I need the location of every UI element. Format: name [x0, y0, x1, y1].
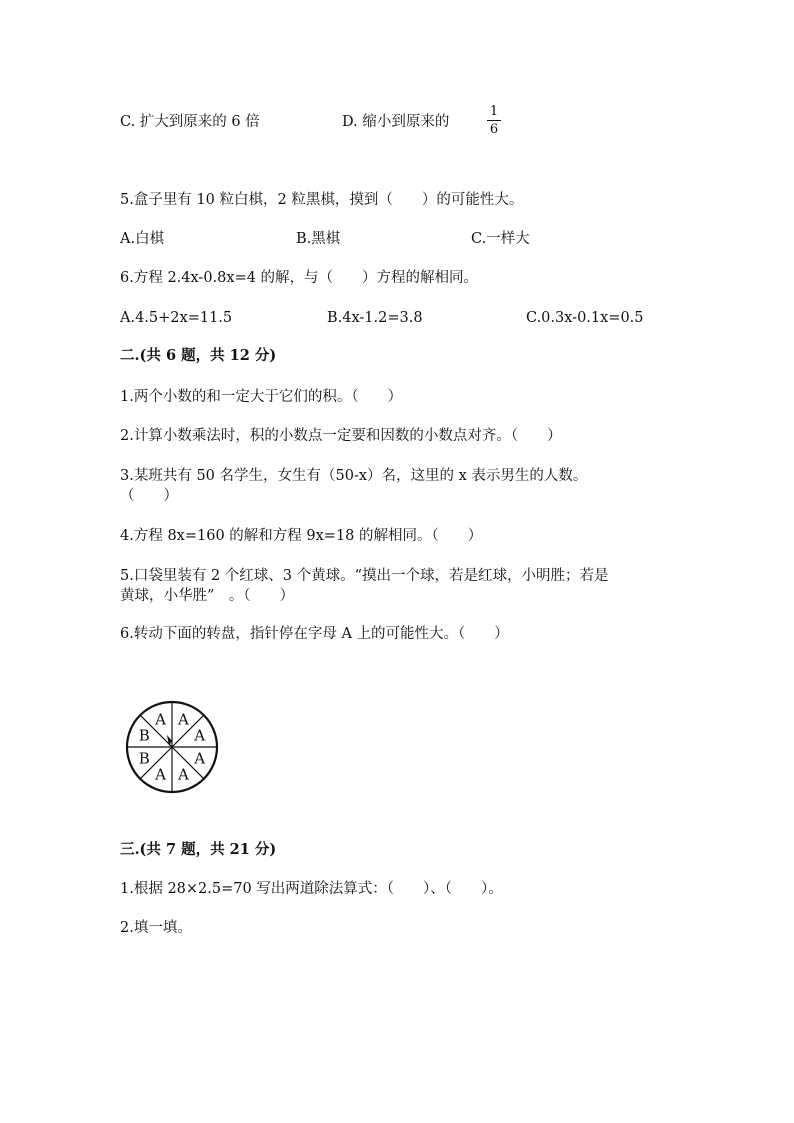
s2-item-2: 2.计算小数乘法时，积的小数点一定要和因数的小数点对齐。（ ）: [120, 428, 562, 444]
q4-option-d: D. 缩小到原来的: [342, 114, 450, 130]
q5-option-b: B.黑棋: [296, 231, 341, 247]
s2-item-3-blank: （ ）: [120, 488, 178, 504]
spinner-figure: [120, 700, 224, 796]
q6-option-a: A.4.5+2x=11.5: [120, 310, 233, 326]
q6-stem: 6.方程 2.4x-0.8x=4 的解，与（ ）方程的解相同。: [120, 270, 479, 286]
q5-option-c: C.一样大: [471, 231, 530, 247]
spinner-sector-label: A: [194, 749, 206, 768]
s2-item-5-cont: 黄球，小华胜” 。（ ）: [120, 588, 295, 604]
fraction-numerator: 1: [489, 104, 499, 119]
s2-item-6: 6.转动下面的转盘，指针停在字母 A 上的可能性大。（ ）: [120, 626, 509, 642]
q4-option-c: C. 扩大到原来的 6 倍: [120, 114, 260, 130]
s2-item-3: 3.某班共有 50 名学生，女生有（50-x）名，这里的 x 表示男生的人数。: [120, 468, 588, 484]
q6-option-b: B.4x-1.2=3.8: [327, 310, 423, 326]
q5-stem: 5.盒子里有 10 粒白棋，2 粒黑棋，摸到（ ）的可能性大。: [120, 192, 524, 208]
spinner-pointer: [167, 735, 172, 746]
q5-option-a: A.白棋: [120, 231, 165, 247]
s3-item-1: 1.根据 28×2.5=70 写出两道除法算式：（ ）、（ ）。: [120, 881, 503, 897]
q6-option-c: C.0.3x-0.1x=0.5: [526, 310, 644, 326]
s3-item-2: 2.填一填。: [120, 920, 192, 936]
spinner-sector-label: B: [138, 749, 150, 768]
s2-item-4: 4.方程 8x=160 的解和方程 9x=18 的解相同。（ ）: [120, 528, 483, 544]
spinner-sector-label: A: [194, 726, 206, 745]
spinner-sector-label: B: [138, 726, 150, 745]
fraction-denominator: 6: [489, 122, 499, 137]
s2-item-5: 5.口袋里装有 2 个红球、3 个黄球。“摸出一个球，若是红球，小明胜；若是: [120, 568, 609, 584]
spinner-sector-label: A: [155, 710, 166, 729]
spinner-dividers: [127, 702, 217, 792]
spinner-sector-label: A: [155, 765, 166, 784]
section-2-heading: 二.(共 6 题，共 12 分): [120, 347, 277, 364]
spinner-sector-label: A: [178, 710, 189, 729]
section-3-heading: 三.(共 7 题，共 21 分): [120, 841, 277, 858]
spinner-sector-label: A: [178, 765, 189, 784]
fraction-one-sixth: [487, 104, 501, 137]
s2-item-1: 1.两个小数的和一定大于它们的积。（ ）: [120, 389, 403, 405]
